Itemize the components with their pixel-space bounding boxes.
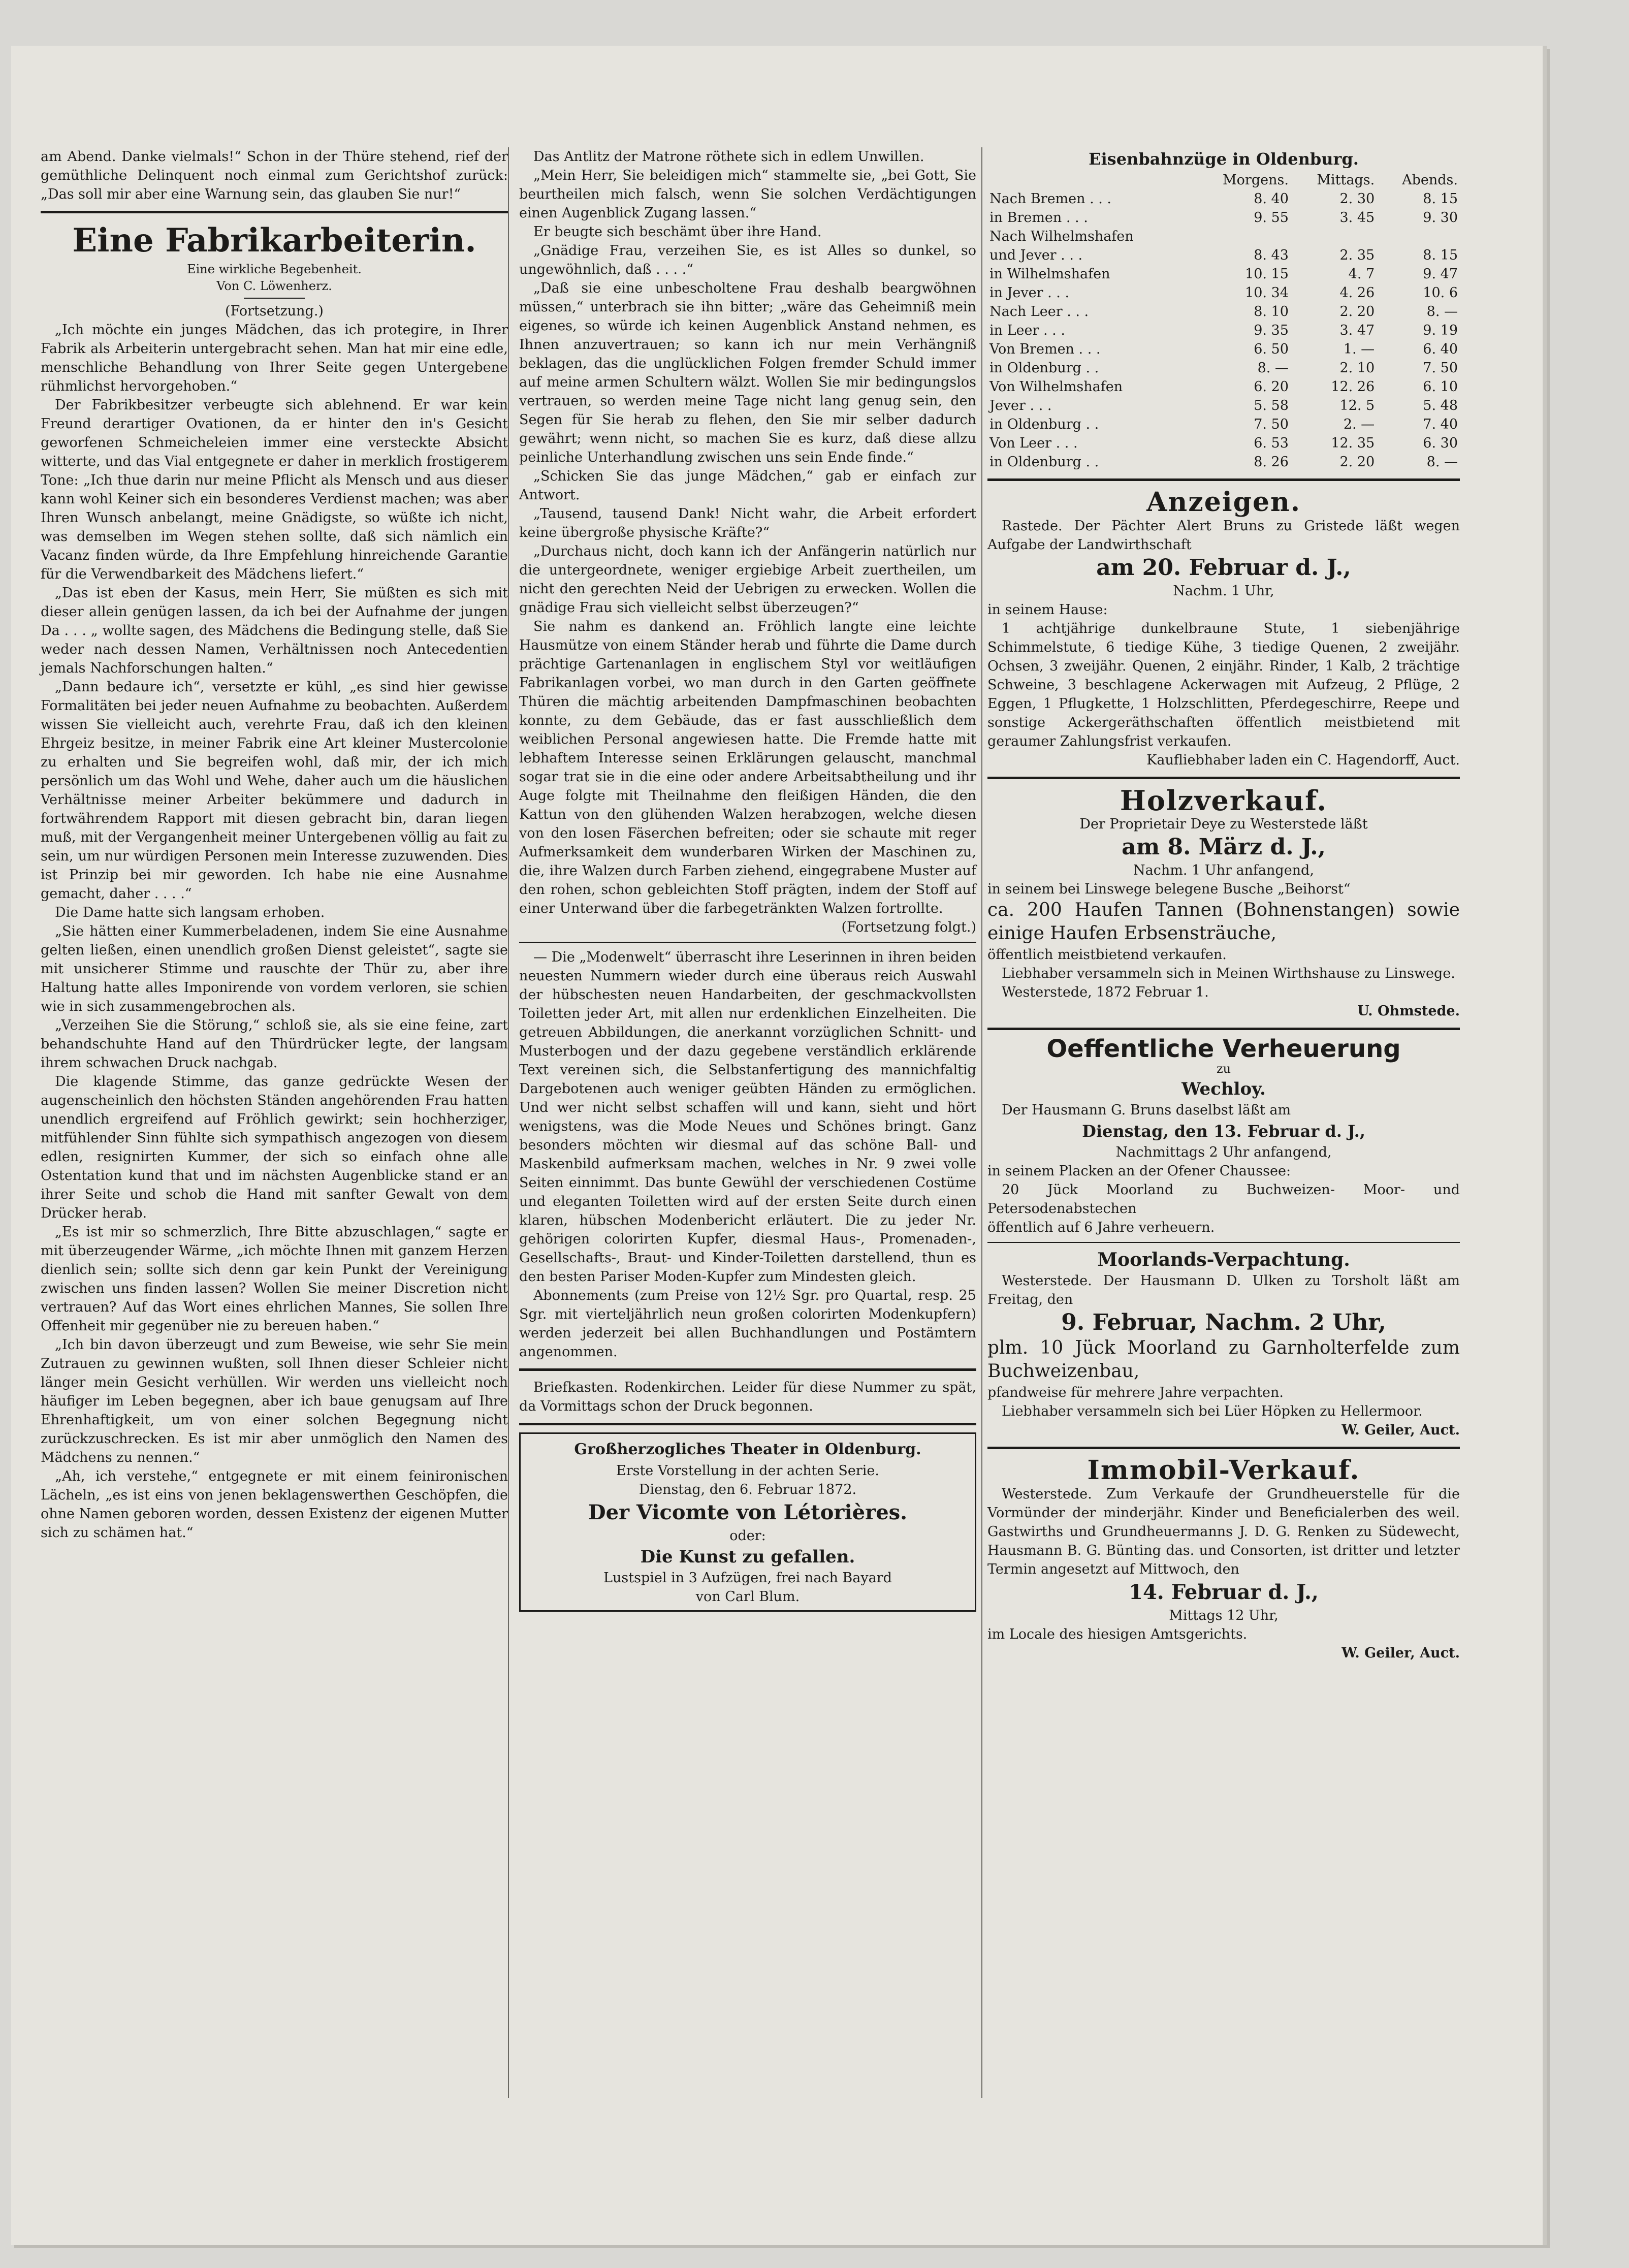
timetable-header	[987, 171, 1460, 189]
ad-text: Der Proprietair Deye zu Westerstede läßt	[1079, 816, 1368, 832]
ad-text: im Locale des hiesigen Amtsgerichts.	[987, 1626, 1248, 1642]
story-paragraph: „Dann bedaure ich“, versetzte er kühl, „es sind hier gewisse Formalitäten bei jeder neuen Aufnahme zu beobachten. Außerdem wissen Sie vielleicht auch, verehrte Frau, daß ich den kleinen Ehrgeiz besitze, in meiner Fabrik eine Art kleiner Mustercolonie zu erhalten und Sie begreifen wohl, daß mir, der ich mich persönlich um das Wohl und Wehe, daher auch um die häuslichen Verhältnisse meiner Arbeiter bekümmere und dadurch in fortwährendem Rapport mit diesen gebracht bin, daran liegen muß, mit der Vergangenheit meiner Untergebenen völlig au fait zu sein, um nur würdigen Personen mein Interesse zuzuwenden. Dies ist Prinzip bei mir geworden. Ich habe nie eine Ausnahme gemacht, daher . . . .“	[41, 679, 508, 902]
time-cell: 2. 20	[1339, 454, 1375, 470]
timetable-body	[987, 189, 1460, 471]
route-cell: Von Bremen . . .	[989, 341, 1101, 357]
ad-date: Dienstag, den 13. Februar d. J.,	[1082, 1122, 1365, 1141]
header-cell: Abends.	[1402, 172, 1458, 188]
route-cell: in Leer . . .	[989, 323, 1065, 338]
divider	[987, 777, 1460, 779]
timetable-row	[987, 340, 1460, 359]
time-cell: 10. 34	[1245, 285, 1289, 301]
route-cell: Von Leer . . .	[989, 435, 1078, 451]
ornament-rule	[244, 298, 305, 299]
ad-text: Rastede. Der Pächter Alert Bruns zu Gristede läßt wegen Aufgabe der Landwirthschaft	[987, 518, 1460, 553]
time-cell: 1. —	[1343, 341, 1375, 357]
ad-text: Westerstede. Zum Verkaufe der Grundheuerstelle für die Vormünder der minderjähr. Kinder und Beneficialerben des weil. Gastwirths und Grundheuermanns J. D. G. Renken zu Südewecht, Hausmann B. G. Bünting das. und Consorten, ist dritter und letzter Termin angesetzt auf Mittwoch, den	[987, 1486, 1460, 1577]
time-cell: 12. 26	[1331, 379, 1375, 395]
time-cell: 6. 30	[1423, 435, 1458, 451]
ad-title: Oeffentliche Verheuerung	[1046, 1035, 1401, 1063]
ad-time: Nachm. 1 Uhr anfangend,	[1133, 863, 1314, 878]
divider	[41, 211, 508, 213]
time-cell: 7. 50	[1423, 360, 1458, 376]
time-cell	[1377, 227, 1460, 246]
timetable-row	[987, 377, 1460, 396]
story-paragraph: „Schicken Sie das junge Mädchen,“ gab er einfach zur Antwort.	[519, 468, 976, 503]
story-paragraph: „Ich bin davon überzeugt und zum Beweise, wie sehr Sie mein Zutrauen zu gewinnen wußten, soll Ihnen dieser Schleier nicht länger mein Gesicht verhüllen. Wir werden uns vielleicht noch häufiger im Leben begegnen, aber ich baue genugsam auf Ihre Ehrenhaftigkeit, um von einer solchen Begegnung nicht zurückzuschrecken. Es ist mir aber unmöglich den Namen des Mädchens zu nennen.“	[41, 1337, 508, 1465]
time-cell: 9. 47	[1423, 266, 1458, 282]
timetable-row	[987, 396, 1460, 415]
header-cell: Morgens.	[1223, 172, 1289, 188]
timetable-row	[987, 283, 1460, 302]
timetable-row	[987, 359, 1460, 377]
theater-line: Lustspiel in 3 Aufzügen, frei nach Bayard	[603, 1570, 892, 1586]
story-paragraph: „Daß sie eine unbescholtene Frau deshalb beargwöhnen müssen,“ unterbrach sie ihn bitter; „wäre das Geheimniß mein eigenes, so würde ich keinen Augenblick Anstand nehmen, es Ihnen anzuvertrauen; so kann ich nur mein Verhängniß beklagen, das die unglücklichen Folgen fremder Schuld immer auf meine armen Schultern wälzt. Wollen Sie mir bedingungslos vertrauen, so werden meine Tage nicht lang genug sein, den Segen für Sie herab zu flehen, den Sie mir selber dadurch gewährt; wenn nicht, so machen Sie es kurz, daß diese allzu peinliche Unterhandlung zwischen uns sein Ende finde.“	[519, 280, 976, 465]
timetable-row	[987, 189, 1460, 208]
divider	[987, 1242, 1460, 1243]
time-cell: 6. 10	[1423, 379, 1458, 395]
time-cell	[1193, 227, 1291, 246]
story-paragraph: „Ich möchte ein junges Mädchen, das ich protegire, in Ihrer Fabrik als Arbeiterin untergebracht sehen. Man hat mir eine edle, menschliche Behandlung von Ihrer Seite gegen Untergebene rühmlichst hervorgehoben.“	[41, 322, 508, 394]
divider	[519, 1423, 976, 1425]
theater-line: Erste Vorstellung in der achten Serie.	[616, 1463, 879, 1479]
story-author: Von C. Löwenherz.	[216, 279, 332, 293]
column-rule	[981, 147, 982, 2098]
story-paragraph: Er beugte sich beschämt über ihre Hand.	[533, 224, 822, 240]
time-cell: 8. 15	[1423, 247, 1458, 263]
divider	[987, 1028, 1460, 1030]
time-cell: 8. —	[1426, 454, 1458, 470]
timetable-row	[987, 453, 1460, 471]
ad-text: öffentlich auf 6 Jahre verheuern.	[987, 1220, 1215, 1235]
time-cell: 9. 30	[1423, 210, 1458, 226]
ad-date: 14. Februar d. J.,	[1129, 1580, 1319, 1604]
route-cell: Jever . . .	[989, 398, 1052, 413]
story-paragraph: Die Dame hatte sich langsam erhoben.	[55, 905, 325, 920]
divider	[519, 1368, 976, 1371]
ad-title: Moorlands-Verpachtung.	[1097, 1249, 1350, 1270]
divider	[987, 478, 1460, 481]
railway-timetable	[987, 171, 1460, 471]
ad-place: Wechloy.	[1181, 1079, 1266, 1099]
time-cell: 8. 40	[1254, 191, 1289, 207]
theater-date: Dienstag, den 6. Februar 1872.	[638, 1482, 857, 1497]
time-cell: 7. 50	[1254, 417, 1289, 432]
story-paragraph: „Das ist eben der Kasus, mein Herr, Sie müßten es sich mit dieser allein genügen lassen, da ich bei der Aufnahme der jungen Da . . . „ wollte sagen, des Mädchens die Bedingung stelle, daß Sie weder nach dessen Namen, Verhältnissen noch Antecedentien jemals Nachforschungen halten.“	[41, 585, 508, 676]
time-cell: 10. 15	[1245, 266, 1289, 282]
ad-text: Der Hausmann G. Bruns daselbst läßt am	[1002, 1102, 1291, 1118]
time-cell: 5. 48	[1423, 398, 1458, 413]
route-cell: in Oldenburg . .	[989, 454, 1099, 470]
ad-text: öffentlich meistbietend verkaufen.	[987, 947, 1227, 963]
time-cell: 2. 10	[1339, 360, 1375, 376]
time-cell: 6. 50	[1254, 341, 1289, 357]
time-cell: 8. 10	[1254, 304, 1289, 320]
story-paragraph: „Durchaus nicht, doch kann ich der Anfängerin natürlich nur die untergeordnete, weniger ergiebige Arbeit zuertheilen, um nicht den gerechten Neid der Uebrigen zu erwecken. Wollen die gnädige Frau sich vielleicht selbst überzeugen?“	[519, 544, 976, 616]
ad-highlight: ca. 200 Haufen Tannen (Bohnenstangen) sowie einige Haufen Erbsensträuche,	[987, 900, 1460, 944]
theater-notice	[519, 1432, 976, 1612]
timetable-row	[987, 208, 1460, 227]
theater-line: von Carl Blum.	[695, 1589, 800, 1605]
intro-text: am Abend. Danke vielmals!“ Schon in der Thüre stehend, rief der gemüthliche Delinquent noch einmal zum Gerichtshof zurück: „Das soll mir aber eine Warnung sein, das glauben Sie nur!“	[41, 149, 508, 202]
time-cell: 2. 20	[1339, 304, 1375, 320]
ad-signature: U. Ohmstede.	[1357, 1003, 1460, 1019]
letterbox-notice: Briefkasten. Rodenkirchen. Leider für diese Nummer zu spät, da Vormittags schon der Druck begonnen.	[519, 1380, 976, 1414]
time-cell: 10. 6	[1423, 285, 1458, 301]
ad-signature: Kaufliebhaber laden ein C. Hagendorff, Auct.	[1146, 752, 1460, 768]
railway-title: Eisenbahnzüge in Oldenburg.	[1089, 149, 1359, 169]
ad-signature: W. Geiler, Auct.	[1341, 1422, 1460, 1438]
ad-highlight: plm. 10 Jück Moorland zu Garnholterfelde zum Buchweizenbau,	[987, 1337, 1460, 1382]
ad-text: 20 Jück Moorland zu Buchweizen- Moor- und Petersodenabstechen	[987, 1182, 1460, 1217]
header-cell: Mittags.	[1317, 172, 1375, 188]
continuation-note: (Fortsetzung.)	[225, 303, 324, 319]
route-cell: in Oldenburg . .	[989, 417, 1099, 432]
ad-title: Immobil-Verkauf.	[1087, 1455, 1360, 1486]
timetable-row	[987, 434, 1460, 453]
story-title: Eine Fabrikarbeiterin.	[72, 221, 476, 260]
route-cell: und Jever . . .	[989, 247, 1083, 263]
time-cell: 9. 55	[1254, 210, 1289, 226]
theater-title: Großherzogliches Theater in Oldenburg.	[574, 1441, 921, 1458]
route-cell: Nach Leer . . .	[989, 304, 1089, 320]
to-be-continued: (Fortsetzung folgt.)	[841, 919, 976, 935]
ad-date: 9. Februar, Nachm. 2 Uhr,	[1061, 1309, 1386, 1335]
column-3	[987, 147, 1460, 1663]
timetable-row	[987, 265, 1460, 283]
time-cell: 2. 30	[1339, 191, 1375, 207]
time-cell: 8. 26	[1254, 454, 1289, 470]
column-2	[519, 147, 976, 1612]
ad-text: zu	[1216, 1062, 1231, 1076]
divider	[519, 942, 976, 943]
time-cell: 8. —	[1257, 360, 1289, 376]
ad-time: Nachmittags 2 Uhr anfangend,	[1115, 1144, 1332, 1160]
story-paragraph: „Gnädige Frau, verzeihen Sie, es ist Alles so dunkel, so ungewöhnlich, daß . . . .“	[519, 243, 976, 277]
story-paragraph: „Mein Herr, Sie beleidigen mich“ stammelte sie, „bei Gott, Sie beurtheilen mich falsch, wenn Sie solchen Verdächtigungen einen Augenblick Zugang lassen.“	[519, 168, 976, 221]
route-cell: Nach Wilhelmshafen	[989, 229, 1134, 244]
ad-text: Liebhaber versammeln sich in Meinen Wirthshause zu Linswege.	[1002, 966, 1455, 981]
column-rule	[508, 147, 509, 2098]
ad-text: Westerstede, 1872 Februar 1.	[1002, 984, 1209, 1000]
timetable-row	[987, 246, 1460, 265]
story-paragraph: „Ah, ich verstehe,“ entgegnete er mit einem feinironischen Lächeln, „es ist eins von jenen beklagenswerthen Geschöpfen, die ohne Namen geboren worden, dessen Existenz der eigenen Mutter sich zu schämen hat.“	[41, 1468, 508, 1541]
time-cell: 9. 19	[1423, 323, 1458, 338]
time-cell: 3. 45	[1339, 210, 1375, 226]
story-paragraph: Das Antlitz der Matrone röthete sich in edlem Unwillen.	[533, 149, 924, 165]
time-cell: 6. 53	[1254, 435, 1289, 451]
story-paragraph: Die klagende Stimme, das ganze gedrückte Wesen der augenscheinlich den höchsten Ständen angehörenden Frau hatten unendlich ergreifend auf Fröhlich gewirkt; sein hochherziger, mitfühlender Sinn fühlte sich sympathisch angezogen von diesem edlen, resignirten Kummer, der sich so einfach ohne alle Ostentation kund that und im nächsten Augenblicke stand er an ihrer Seite und schob die Hand mit sanfter Gewalt von dem Drücker herab.	[41, 1074, 508, 1221]
time-cell: 8. —	[1426, 304, 1458, 320]
ad-text: Liebhaber versammeln sich bei Lüer Höpken zu Hellermoor.	[1002, 1403, 1423, 1419]
story-paragraph: Der Fabrikbesitzer verbeugte sich ablehnend. Er war kein Freund derartiger Ovationen, da er hinter den in's Gesicht geworfenen Schmeicheleien immer eine versteckte Absicht witterte, und das Vial entgegnete er daher in merklich frostigerem Tone: „Ich thue darin nur meine Pflicht als Mensch und aus dieser kann wohl Keiner sich ein besonderes Verdienst machen; was aber Ihren Wunsch anbelangt, meine Gnädigste, so wüßte ich nicht, was demselben im Wegen stehen sollte, daß sich nämlich ein Vacanz finden würde, da Ihre Empfehlung hinreichende Garantie für die Verwendbarkeit des Mädchens liefert.“	[41, 397, 508, 582]
ad-text: in seinem Placken an der Ofener Chaussee:	[987, 1163, 1291, 1179]
divider	[987, 1447, 1460, 1449]
subscription-notice: Abonnements (zum Preise von 12½ Sgr. pro Quartal, resp. 25 Sgr. mit vierteljährlich neun großen colorirten Modenkupfern) werden jederzeit bei allen Buchhandlungen und Postämtern angenommen.	[519, 1288, 976, 1360]
time-cell: 4. 7	[1348, 266, 1375, 282]
time-cell: 9. 35	[1254, 323, 1289, 338]
time-cell	[1291, 227, 1377, 246]
route-cell: in Bremen . . .	[989, 210, 1088, 226]
story-paragraph: Sie nahm es dankend an. Fröhlich langte eine leichte Hausmütze von einem Ständer herab und führte die Dame durch prächtige Gartenanlagen in englischem Styl vor weitläufigen Fabrikanlagen vorbei, wo man durch in den Garten geöffnete Thüren die mächtig arbeitenden Dampfmaschinen beobachten konnte, zu dem Gebäude, das er fast ausschließlich dem weiblichen Personal angewiesen hatte. Die Fremde hatte mit lebhaftem Interesse seinen Erklärungen gelauscht, manchmal sogar trat sie in die eine oder andere Arbeitsabtheilung und ihr Auge folgte mit Theilnahme den fleißigen Händen, die den Kattun von den glühenden Walzen herabzogen, welche diesen von den losen Fäserchen befreiten; oder sie schaute mit reger Aufmerksamkeit dem wunderbaren Wirken der Maschinen zu, die, ihre Walzen durch Farben ziehend, eingegrabene Muster auf den rohen, schon gebleichten Stoff prägten, indem der Stoff auf einer Unterwand über die farbegetränkten Walzen fortrollte.	[519, 619, 976, 916]
ad-items: 1 achtjährige dunkelbraune Stute, 1 siebenjährige Schimmelstute, 6 tiedige Kühe, 3 tiedige Quenen, 2 zweijähr. Ochsen, 3 zweijähr. Quenen, 2 einjähr. Rinder, 1 Kalb, 2 trächtige Schweine, 3 beschlagene Ackerwagen mit Aufzeug, 2 Pflüge, 2 Eggen, 1 Pflugkette, 1 Holzschlitten, Pferdegeschirre, Reepe und sonstige Ackergeräthschaften öffentlich meistbietend mit geraumer Zahlungsfrist verkaufen.	[987, 621, 1460, 749]
time-cell: 3. 47	[1339, 323, 1375, 338]
ad-time: Mittags 12 Uhr,	[1169, 1608, 1279, 1623]
time-cell: 2. 35	[1339, 247, 1375, 263]
ad-date: am 20. Februar d. J.,	[1096, 555, 1351, 581]
time-cell: 5. 58	[1254, 398, 1289, 413]
ad-title: Holzverkauf.	[1120, 784, 1328, 817]
story-paragraph: „Sie hätten einer Kummerbeladenen, indem Sie eine Ausnahme gelten ließen, einen unendlich großen Dienst geleistet“, sagte sie mit unsicherer Stimme und rauschte der Thür zu, aber ihre Haltung hatte alles Imponirende von vordem verloren, sie schien wie in sich zusammengebrochen als.	[41, 923, 508, 1014]
ad-date: am 8. März d. J.,	[1122, 834, 1326, 860]
time-cell: 12. 35	[1331, 435, 1375, 451]
time-cell: 6. 40	[1423, 341, 1458, 357]
column-1	[41, 147, 508, 1542]
theater-subtitle: Die Kunst zu gefallen.	[640, 1547, 855, 1567]
time-cell: 8. 43	[1254, 247, 1289, 263]
modenwelt-notice: — Die „Modenwelt“ überrascht ihre Leserinnen in ihren beiden neuesten Nummern wieder durch eine überaus reich Auswahl der hübschesten neuen Handarbeiten, der geschmackvollsten Toiletten jeder Art, mit allen nur erdenklichen Einzelheiten. Die getreuen Abbildungen, die anerkannt vorzüglichen Schnitt- und Musterbogen und der dazu gegebene verständlich erklärende Text vereinen sich, die Selbstanfertigung des mannichfaltig Dargebotenen auch weniger geübten Händen zu ermöglichen. Und wer nicht selbst schaffen will und kann, sieht und hört wenigstens, was die Mode Neues und Schönes bringt. Ganz besonders möchten wir diesmal auf das schöne Ball- und Maskenbild aufmerksam machen, welches in Nr. 9 zwei volle Seiten einnimmt. Das bunte Gewühl der verschiedenen Costüme und eleganten Toiletten wird auf der ersten Seite durch einen klaren, hübschen Modenbericht erläutert. Die zu jeder Nr. gehörigen colorirten Kupfer, diesmal Haus-, Promenaden-, Gesellschafts-, Braut- und Kinder-Toiletten darstellend, thun es den besten Pariser Moden-Kupfer zum Mindesten gleich.	[519, 949, 976, 1285]
time-cell: 7. 40	[1423, 417, 1458, 432]
theater-play-title: Der Vicomte von Létorières.	[588, 1500, 908, 1524]
timetable-row	[987, 227, 1460, 246]
ad-place: in seinem Hause:	[987, 602, 1108, 618]
ad-signature: W. Geiler, Auct.	[1341, 1645, 1460, 1661]
story-subtitle: Eine wirkliche Begebenheit.	[187, 262, 362, 276]
time-cell: 6. 20	[1254, 379, 1289, 395]
ad-text: in seinem bei Linswege belegene Busche „Beihorst“	[987, 881, 1351, 897]
timetable-row	[987, 321, 1460, 340]
timetable-row	[987, 302, 1460, 321]
story-paragraph: „Verzeihen Sie die Störung,“ schloß sie, als sie eine feine, zart behandschuhte Hand auf den Thürdrücker legte, der langsam ihrem schwachen Druck nachgab.	[41, 1017, 508, 1071]
route-cell: in Oldenburg . .	[989, 360, 1099, 376]
time-cell: 12. 5	[1339, 398, 1375, 413]
route-cell: Von Wilhelmshafen	[989, 379, 1123, 395]
newspaper-page	[11, 46, 1547, 2245]
timetable-row	[987, 415, 1460, 434]
time-cell: 8. 15	[1423, 191, 1458, 207]
ad-text: pfandweise für mehrere Jahre verpachten.	[987, 1385, 1284, 1400]
theater-oder: oder:	[729, 1528, 766, 1544]
ad-text: Westerstede. Der Hausmann D. Ulken zu Torsholt läßt am Freitag, den	[987, 1273, 1460, 1307]
time-cell: 2. —	[1343, 417, 1375, 432]
time-cell: 4. 26	[1339, 285, 1375, 301]
story-paragraph: „Tausend, tausend Dank! Nicht wahr, die Arbeit erfordert keine übergroße physische Kräfte?“	[519, 506, 976, 540]
ads-heading: Anzeigen.	[1146, 487, 1301, 518]
route-cell: in Wilhelmshafen	[989, 266, 1110, 282]
route-cell: Nach Bremen . . .	[989, 191, 1112, 207]
story-paragraph: „Es ist mir so schmerzlich, Ihre Bitte abzuschlagen,“ sagte er mit überzeugender Wärme, „ich möchte Ihnen mit ganzem Herzen dienlich sein; sollte sich denn gar kein Punkt der Vereinigung zwischen uns finden lassen? Wollen Sie meiner Discretion nicht vertrauen? Auf das Wort eines ehrlichen Mannes, Sie sollen Ihre Offenheit mir gegenüber nie zu bereuen haben.“	[41, 1224, 508, 1334]
ad-time: Nachm. 1 Uhr,	[1173, 583, 1274, 599]
route-cell: in Jever . . .	[989, 285, 1070, 301]
